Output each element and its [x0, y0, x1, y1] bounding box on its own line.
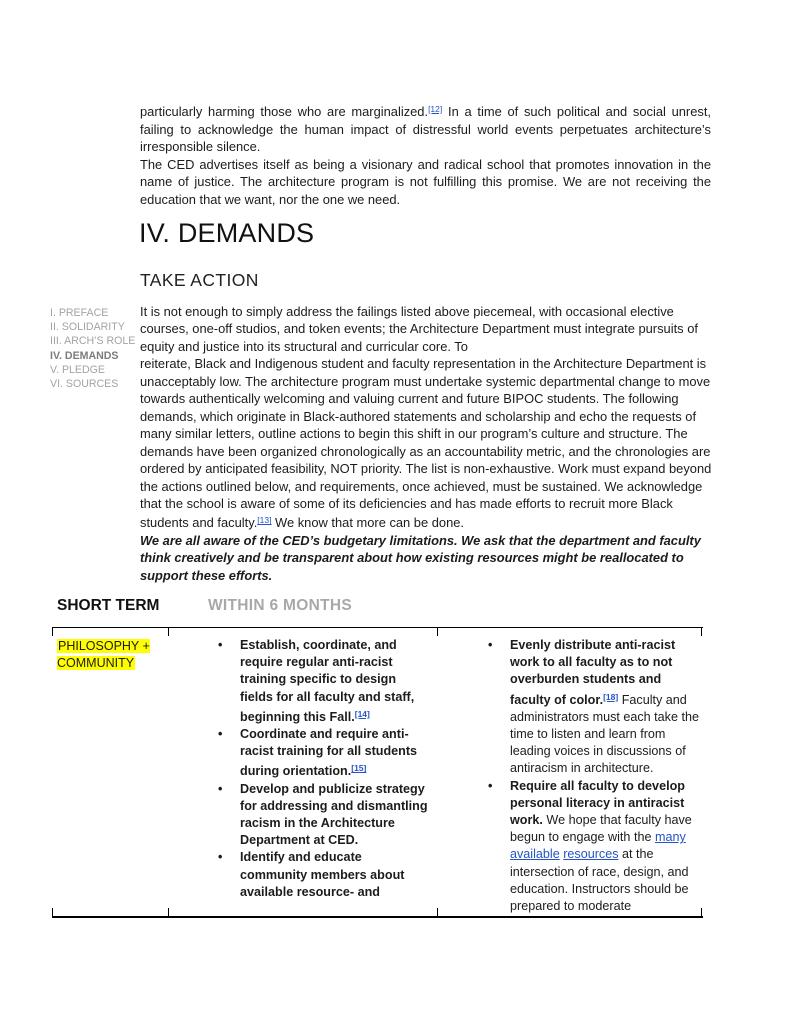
table-border-tick	[168, 628, 169, 636]
resource-link-resources[interactable]: resources	[563, 847, 619, 862]
table-border-tick	[52, 628, 53, 636]
list-item	[437, 778, 701, 916]
table-border-tick	[701, 908, 702, 916]
paragraph-text: reiterate, Black and Indigenous student and faculty representation in the Architecture Department is unacceptably low. The architecture program must undertake systemic departmental change to move towards authentically welcoming and valuing current and future BIPOC students. The following demands, which originate in Black-authored statements and scholarship and echo the requests of many similar letters, outline actions to begin this shift in our program’s culture and structure. The demands have been organized chronologically as an accountability metric, and the chronologies are ordered by anticipated feasibility, NOT priority. The list is non-exhaustive. Work must expand beyond the actions outlined below, and requirements, once achieved, must be sustained. We acknowledge that the school is aware of some of its deficiencies and has made efforts to recruit more Black students and faculty.	[140, 356, 712, 531]
resource-link-many[interactable]: many	[654, 830, 686, 845]
bullet-icon: •	[488, 638, 493, 652]
sidebar-item-solidarity[interactable]: II. SOLIDARITY	[50, 321, 125, 334]
category-label-highlighted: PHILOSOPHY + COMMUNITY	[57, 639, 150, 670]
footnote-link-15[interactable]: [15]	[351, 763, 367, 774]
resource-link-available[interactable]: available	[510, 847, 560, 862]
paragraph-text: particularly harming those who are marginalized.	[140, 104, 429, 119]
footnote-link-18[interactable]: [18]	[603, 691, 619, 702]
emphasis-paragraph	[140, 532, 712, 584]
demand-text: Establish, coordinate, and require regular anti-racist training specific to design fields for all faculty and staff, beginning this Fall.	[240, 638, 415, 724]
demand-text: Require all faculty to develop personal literacy in antiracist work.	[510, 778, 685, 828]
footnote-link-13[interactable]: [13]	[257, 515, 272, 526]
list-item	[168, 726, 431, 781]
paragraph-text: It is not enough to simply address the failings listed above piecemeal, with occasional elective courses, one-off studios, and token events; the Architecture Department must integrate pursuits of equity and justice into its structural and curricular core. To	[140, 304, 698, 354]
demand-text: Coordinate and require anti-racist training for all students during orientation.	[240, 727, 418, 779]
intro-paragraphs	[140, 101, 711, 209]
bullet-icon: •	[218, 638, 223, 652]
timeline-header	[57, 597, 707, 617]
list-item	[168, 781, 431, 850]
bullet-icon: •	[218, 727, 223, 742]
sidebar-item-preface[interactable]: I. PREFACE	[50, 307, 109, 319]
outline-nav	[50, 306, 145, 391]
demand-detail-text: We hope that faculty have begun to engage with the	[510, 813, 692, 845]
demand-detail-text: Faculty and administrators must each take the time to listen and learn from leading voices in discussions of antiracism in architecture.	[510, 692, 699, 776]
demands-table	[52, 627, 703, 918]
table-border-tick	[168, 908, 169, 916]
table-border-tick	[701, 628, 702, 636]
paragraph	[140, 303, 712, 532]
bullet-icon: •	[218, 781, 223, 796]
demand-detail-text: at the intersection of race, design, and education. Instructors should be prepared to moderate	[510, 847, 689, 914]
sidebar-item-sources[interactable]: VI. SOURCES	[50, 378, 119, 391]
table-border-tick	[437, 908, 438, 916]
footnote-link-14[interactable]: [14]	[354, 708, 370, 719]
demands-column-right	[437, 628, 703, 916]
footnote-link-12[interactable]: [12]	[428, 104, 443, 114]
paragraph	[140, 101, 711, 156]
paragraph-text: The CED advertises itself as being a visionary and radical school that promotes innovation in the name of justice. The architecture program is not fulfilling this promise. We are not receiving the education that we want, nor the one we need.	[140, 156, 711, 207]
sidebar-item-demands[interactable]: IV. DEMANDS	[50, 349, 119, 362]
demand-text: Identify and educate community members about available resource- and	[240, 850, 405, 899]
list-item	[168, 849, 431, 901]
bullet-icon: •	[488, 778, 493, 793]
paragraph-text: We know that more can be done.	[271, 515, 464, 531]
page-title: IV. DEMANDS	[139, 218, 315, 248]
paragraph-text: In a time of such political and social unrest, failing to acknowledge the human impact of distressful world events perpetuates architecture’s irresponsible silence.	[140, 104, 711, 155]
section-subtitle: TAKE ACTION	[140, 270, 259, 290]
demand-text: Evenly distribute anti-racist work to all faculty as to not overburden students and faculty of color.	[510, 638, 676, 707]
table-border-tick	[437, 628, 438, 636]
body-text	[140, 303, 712, 584]
sidebar-item-pledge[interactable]: V. PLEDGE	[50, 363, 105, 376]
paragraph	[140, 156, 711, 209]
sidebar-item-archs-role[interactable]: III. ARCH’S ROLE	[50, 335, 136, 348]
list-item	[437, 637, 701, 778]
table-border-tick	[52, 908, 53, 916]
demand-text: Develop and publicize strategy for addressing and dismantling racism in the Architecture Department at CED.	[240, 781, 428, 848]
category-cell	[52, 628, 168, 916]
timeframe-label: WITHIN 6 MONTHS	[208, 597, 352, 614]
term-label: SHORT TERM	[57, 597, 160, 614]
list-item	[168, 637, 431, 726]
emphasis-text: We are all aware of the CED’s budgetary limitations. We ask that the department and faculty think creatively and be transparent about how existing resources might be reallocated to support these efforts.	[140, 532, 701, 583]
bullet-icon: •	[218, 850, 223, 865]
demands-column-left	[168, 628, 437, 916]
